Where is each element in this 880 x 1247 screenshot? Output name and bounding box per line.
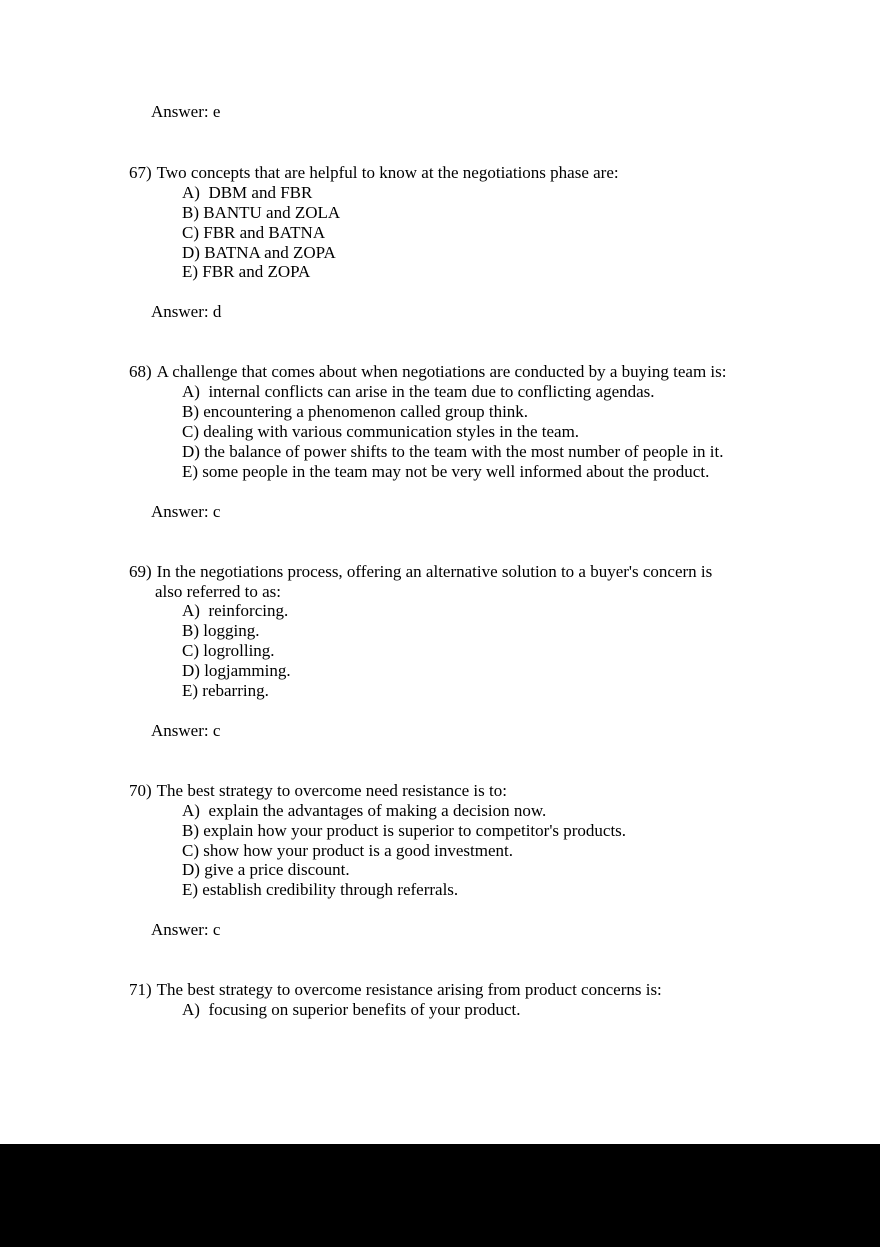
option-line: E) some people in the team may not be very well informed about the product.	[182, 461, 710, 481]
question-block-69	[129, 562, 820, 741]
option-line: B) logging.	[182, 621, 260, 641]
question-line: The best strategy to overcome resistance arising from product concerns is:	[156, 980, 662, 1000]
question-text	[129, 980, 820, 1000]
option-line: A) internal conflicts can arise in the team due to conflicting agendas.	[182, 382, 655, 402]
answer-line: Answer: c	[151, 501, 221, 521]
question-number: 70)	[129, 780, 152, 800]
option-line: D) the balance of power shifts to the team with the most number of people in it.	[182, 441, 724, 461]
answer-line: Answer: c	[151, 720, 221, 740]
question-number: 69)	[129, 561, 152, 581]
question-line: A challenge that comes about when negotiations are conducted by a buying team is:	[156, 362, 727, 382]
question-block-68	[129, 362, 820, 521]
question-line: also referred to as:	[155, 581, 282, 601]
option-line: A) DBM and FBR	[182, 182, 313, 202]
question-text	[129, 562, 820, 602]
option-line: C) dealing with various communication styles in the team.	[182, 421, 580, 441]
option-line: C) logrolling.	[182, 641, 275, 661]
question-line: In the negotiations process, offering an alternative solution to a buyer's concern is	[156, 561, 713, 581]
option-line: A) explain the advantages of making a decision now.	[182, 800, 547, 820]
question-number: 67)	[129, 162, 152, 182]
question-block-67	[129, 163, 820, 322]
question-line: Two concepts that are helpful to know at the negotiations phase are:	[156, 162, 619, 182]
option-line: A) focusing on superior benefits of your product.	[182, 1000, 521, 1020]
answer-line: Answer: c	[151, 920, 221, 940]
question-number: 71)	[129, 980, 152, 1000]
option-line: A) reinforcing.	[182, 601, 289, 621]
option-line: C) show how your product is a good investment.	[182, 840, 513, 860]
answer-line: Answer: d	[151, 302, 222, 322]
question-text	[129, 362, 820, 382]
question-number: 68)	[129, 362, 152, 382]
option-line: E) FBR and ZOPA	[182, 262, 311, 282]
option-line: E) establish credibility through referrals.	[182, 880, 459, 900]
question-text	[129, 781, 820, 801]
option-line: D) give a price discount.	[182, 860, 350, 880]
viewer-background	[0, 1144, 880, 1247]
option-line: C) FBR and BATNA	[182, 222, 326, 242]
answer-line: Answer: e	[151, 102, 221, 121]
option-line: D) logjamming.	[182, 661, 291, 681]
option-line: B) BANTU and ZOLA	[182, 202, 341, 222]
question-line: The best strategy to overcome need resistance is to:	[156, 780, 507, 800]
option-line: E) rebarring.	[182, 681, 269, 701]
question-text	[129, 163, 820, 183]
question-block-71	[129, 980, 820, 1020]
option-line: B) encountering a phenomenon called group think.	[182, 402, 529, 422]
question-block-70	[129, 781, 820, 940]
option-line: D) BATNA and ZOPA	[182, 242, 336, 262]
option-line: B) explain how your product is superior to competitor's products.	[182, 820, 627, 840]
